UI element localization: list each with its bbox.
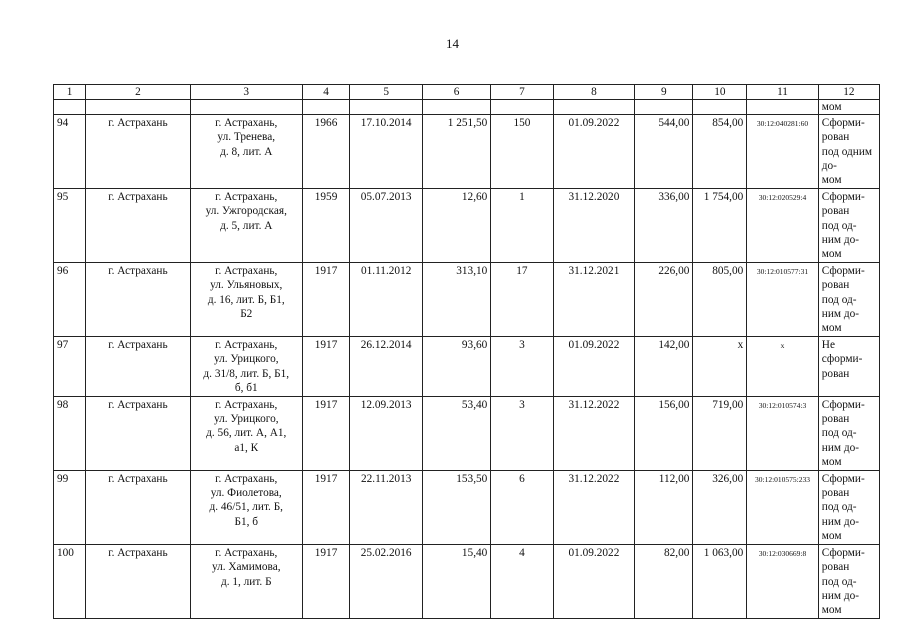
status-cell-line: рован [821,131,850,144]
address-cell-line: д. 31/8, лит. Б, Б1, [203,367,290,380]
year-cell: 1917 [302,263,350,337]
address-cell [190,337,302,397]
address-cell [190,545,302,619]
year-cell: 1917 [302,337,350,397]
year-cell: 1959 [302,189,350,263]
date-cell: 05.07.2013 [350,189,423,263]
value-10-cell: 805,00 [693,263,747,337]
address-cell-line: ул. Ужгородская, [205,205,287,218]
count-cell: 17 [491,263,553,337]
table-row [54,115,880,189]
cadastral-number-cell: 30:12:020529:4 [747,189,819,263]
deadline-cell: 01.09.2022 [553,545,635,619]
column-header: 5 [350,85,423,100]
cadastral-number-cell: 30:12:040281:60 [747,115,819,189]
column-header: 1 [54,85,86,100]
column-header: 8 [553,85,635,100]
status-cell-line: рован [821,487,850,500]
carryover-row [54,100,880,115]
status-cell-line: ним до- [821,307,860,320]
deadline-cell: 31.12.2021 [553,263,635,337]
column-header: 11 [747,85,819,100]
address-cell-line: ул. Урицкого, [213,353,279,366]
cadastral-number-cell: 30:12:010575:233 [747,471,819,545]
address-cell-line: д. 1, лит. Б [220,575,272,588]
address-cell-line: ул. Тренева, [217,131,276,144]
status-cell-line: сформи- [821,353,863,366]
date-cell: 25.02.2016 [350,545,423,619]
cadastral-number-cell: 30:12:010577:31 [747,263,819,337]
column-header: 9 [635,85,693,100]
status-cell-line: рован [821,205,850,218]
count-cell: 150 [491,115,553,189]
city-cell: г. Астрахань [86,545,191,619]
city-cell: г. Астрахань [86,471,191,545]
value-10-cell: 1 754,00 [693,189,747,263]
status-cell-line: мом [821,174,842,187]
value-10-cell: 719,00 [693,397,747,471]
address-cell-line: г. Астрахань, [215,473,278,486]
address-cell-line: г. Астрахань, [215,117,278,130]
table-row [54,471,880,545]
status-cell-line: ним до- [821,233,860,246]
address-cell [190,115,302,189]
value-9-cell: 156,00 [635,397,693,471]
address-cell-line: ул. Хамимова, [211,561,281,574]
status-cell-line: Сформи- [821,399,865,412]
status-cell-line: ним до- [821,515,860,528]
row-number-cell: 94 [54,115,86,189]
city-cell: г. Астрахань [86,189,191,263]
year-cell: 1966 [302,115,350,189]
status-cell-line: под од- [821,427,857,440]
area-cell: 153,50 [422,471,490,545]
address-cell-line: ул. Фиолетова, [210,487,282,500]
status-cell [818,471,879,545]
status-cell-line: Сформи- [821,117,865,130]
table-row [54,545,880,619]
value-9-cell: 544,00 [635,115,693,189]
value-9-cell: 226,00 [635,263,693,337]
table-row [54,263,880,337]
status-cell-line: под од- [821,501,857,514]
cadastral-number-cell: 30:12:010574:3 [747,397,819,471]
year-cell: 1917 [302,397,350,471]
status-cell-line: мом [821,529,842,542]
status-cell [818,115,879,189]
cadastral-number-cell: 30:12:030669:8 [747,545,819,619]
address-cell-line: д. 46/51, лит. Б, [209,501,284,514]
column-header: 12 [818,85,879,100]
address-cell-line: г. Астрахань, [215,547,278,560]
status-cell-line: под од- [821,293,857,306]
area-cell: 1 251,50 [422,115,490,189]
count-cell: 6 [491,471,553,545]
status-cell-line: до- [821,159,837,172]
column-header: 10 [693,85,747,100]
count-cell: 3 [491,397,553,471]
status-cell-line: ним до- [821,589,860,602]
value-10-cell: х [693,337,747,397]
status-cell-line: рован [821,561,850,574]
date-cell: 26.12.2014 [350,337,423,397]
address-cell-line: ул. Ульяновых, [210,279,283,292]
area-cell: 12,60 [422,189,490,263]
city-cell: г. Астрахань [86,115,191,189]
column-header: 2 [86,85,191,100]
status-cell-line: под од- [821,219,857,232]
row-number-cell: 97 [54,337,86,397]
page-number: 14 [446,36,459,51]
column-header: 3 [190,85,302,100]
value-10-cell: 326,00 [693,471,747,545]
city-cell: г. Астрахань [86,263,191,337]
address-cell [190,189,302,263]
address-cell-line: д. 5, лит. А [220,219,273,232]
status-cell-line: рован [821,279,850,292]
row-number-cell: 99 [54,471,86,545]
status-cell-line: Сформи- [821,265,865,278]
area-cell: 15,40 [422,545,490,619]
address-cell-line: г. Астрахань, [215,265,278,278]
date-cell: 01.11.2012 [350,263,423,337]
status-cell [818,545,879,619]
area-cell: 313,10 [422,263,490,337]
deadline-cell: 01.09.2022 [553,337,635,397]
area-cell: 93,60 [422,337,490,397]
column-header: 4 [302,85,350,100]
table-row [54,337,880,397]
value-10-cell: 854,00 [693,115,747,189]
date-cell: 22.11.2013 [350,471,423,545]
row-number-cell: 98 [54,397,86,471]
date-cell: 12.09.2013 [350,397,423,471]
status-cell [818,337,879,397]
status-cell-line: под одним [821,145,873,158]
status-cell-line: Сформи- [821,191,865,204]
count-cell: 4 [491,545,553,619]
date-cell: 17.10.2014 [350,115,423,189]
table-row [54,397,880,471]
row-number-cell: 96 [54,263,86,337]
column-number-row [54,85,880,100]
address-cell-line: г. Астрахань, [215,191,278,204]
status-cell-line: Сформи- [821,473,865,486]
address-cell-line: г. Астрахань, [215,339,278,352]
cadastral-number-cell: х [747,337,819,397]
registry-table [53,84,880,619]
address-cell-line: а1, К [234,441,259,454]
area-cell: 53,40 [422,397,490,471]
status-cell [818,189,879,263]
address-cell-line: б, б1 [234,381,258,394]
address-cell [190,471,302,545]
address-cell-line: д. 8, лит. А [220,145,273,158]
table-row [54,189,880,263]
status-cell [818,397,879,471]
city-cell: г. Астрахань [86,337,191,397]
count-cell: 1 [491,189,553,263]
address-cell-line: д. 56, лит. А, А1, [206,427,287,440]
value-9-cell: 336,00 [635,189,693,263]
status-cell [818,263,879,337]
status-cell-line: ним до- [821,441,860,454]
row-number-cell: 95 [54,189,86,263]
address-cell-line: Б1, б [234,515,259,528]
carryover-text: мом [818,100,879,115]
year-cell: 1917 [302,471,350,545]
value-9-cell: 142,00 [635,337,693,397]
column-header: 7 [491,85,553,100]
address-cell-line: д. 16, лит. Б, Б1, [207,293,285,306]
status-cell-line: под од- [821,575,857,588]
column-header: 6 [422,85,490,100]
address-cell-line: ул. Урицкого, [213,413,279,426]
deadline-cell: 01.09.2022 [553,115,635,189]
row-number-cell: 100 [54,545,86,619]
table-body [54,100,880,619]
count-cell: 3 [491,337,553,397]
value-10-cell: 1 063,00 [693,545,747,619]
status-cell-line: рован [821,413,850,426]
city-cell: г. Астрахань [86,397,191,471]
address-cell [190,397,302,471]
status-cell-line: мом [821,322,842,335]
value-9-cell: 82,00 [635,545,693,619]
status-cell-line: мом [821,455,842,468]
deadline-cell: 31.12.2020 [553,189,635,263]
value-9-cell: 112,00 [635,471,693,545]
status-cell-line: мом [821,603,842,616]
address-cell [190,263,302,337]
address-cell-line: г. Астрахань, [215,399,278,412]
status-cell-line: Не [821,339,835,352]
status-cell-line: мом [821,248,842,261]
deadline-cell: 31.12.2022 [553,471,635,545]
year-cell: 1917 [302,545,350,619]
status-cell-line: Сформи- [821,547,865,560]
status-cell-line: рован [821,367,850,380]
deadline-cell: 31.12.2022 [553,397,635,471]
address-cell-line: Б2 [240,307,253,320]
